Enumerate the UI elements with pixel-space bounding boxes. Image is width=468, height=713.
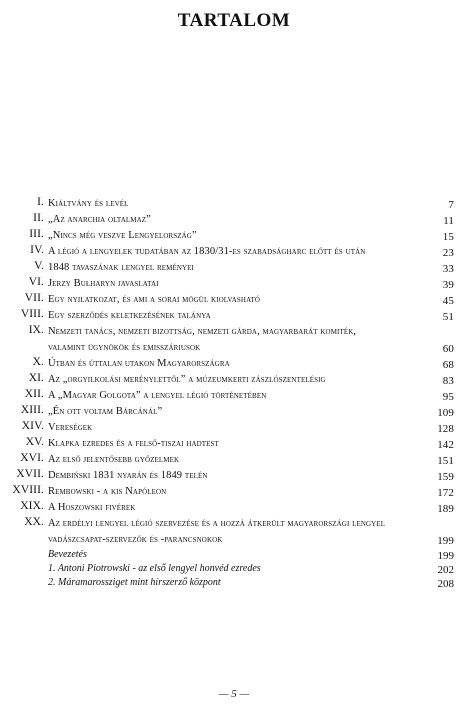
toc-entry[interactable] xyxy=(0,500,468,516)
chapter-number: II. xyxy=(33,212,44,224)
chapter-title: A „Magyar Golgota” a lengyel légió történetében xyxy=(48,390,267,401)
chapter-title: 1848 tavaszának lengyel reményei xyxy=(48,262,194,273)
chapter-number: XX. xyxy=(24,516,44,528)
page-reference: 45 xyxy=(442,295,454,307)
toc-entry[interactable] xyxy=(0,308,468,324)
page-reference: 128 xyxy=(437,423,454,435)
page-reference: 95 xyxy=(442,391,454,403)
chapter-number: XVIII. xyxy=(12,484,44,496)
chapter-title: Útban és úttalan utakon Magyarországra xyxy=(48,358,230,369)
chapter-number: VII. xyxy=(24,292,44,304)
toc-entry[interactable] xyxy=(0,228,468,244)
page-reference: 15 xyxy=(442,231,454,243)
toc-entry[interactable] xyxy=(0,516,468,548)
page-reference: 142 xyxy=(437,439,454,451)
page-reference: 199 xyxy=(437,550,454,562)
table-of-contents xyxy=(0,196,468,590)
chapter-title: Klapka ezredes és a felső-tiszai hadtest xyxy=(48,438,219,449)
toc-entry[interactable] xyxy=(0,388,468,404)
page-reference: 68 xyxy=(442,359,454,371)
page-reference: 11 xyxy=(443,215,454,227)
chapter-title: Rembowski - a kis Napóleon xyxy=(48,486,167,497)
toc-entry[interactable] xyxy=(0,468,468,484)
chapter-title: A Hoszowski fivérek xyxy=(48,502,136,513)
chapter-title: Egy szerződés keletkezésének talánya xyxy=(48,310,211,321)
page-reference: 151 xyxy=(437,455,454,467)
chapter-title: A légió a lengyelek tudatában az 1830/31-es szabadságharc előtt és után xyxy=(48,246,366,257)
chapter-title: Egy nyilatkozat, és ami a sorai mögül kiolvasható xyxy=(48,294,260,305)
page-reference: 60 xyxy=(442,343,454,355)
chapter-title: Jerzy Bułharyn javaslatai xyxy=(48,278,159,289)
page-reference: 51 xyxy=(442,311,454,323)
toc-entry[interactable] xyxy=(0,212,468,228)
page-reference: 199 xyxy=(437,535,454,547)
page-reference: 189 xyxy=(437,503,454,515)
toc-entry[interactable] xyxy=(0,484,468,500)
subentry-title: 2. Máramarossziget mint hírszerző központ xyxy=(48,577,221,588)
page-reference: 159 xyxy=(437,471,454,483)
chapter-number: VIII. xyxy=(20,308,44,320)
chapter-number: XII. xyxy=(24,388,44,400)
page-reference: 7 xyxy=(448,199,454,211)
chapter-number: XIII. xyxy=(20,404,44,416)
subentry-title: 1. Antoni Piotrowski - az első lengyel honvéd ezredes xyxy=(48,563,261,574)
chapter-number: X. xyxy=(32,356,44,368)
chapter-number: V. xyxy=(34,260,44,272)
toc-entry[interactable] xyxy=(0,244,468,260)
page-reference: 23 xyxy=(442,247,454,259)
page-reference: 202 xyxy=(437,564,454,576)
chapter-number: XVI. xyxy=(20,452,44,464)
chapter-title: Kiáltvány és levél xyxy=(48,198,129,209)
chapter-number: XI. xyxy=(28,372,44,384)
toc-subentry[interactable] xyxy=(0,576,468,590)
page-title: TARTALOM xyxy=(177,10,291,31)
page-reference: 172 xyxy=(437,487,454,499)
chapter-number: XIV. xyxy=(21,420,44,432)
chapter-title: „Nincs még veszve Lengyelország” xyxy=(48,230,197,241)
chapter-title: Nemzeti tanács, nemzeti bizottság, nemzeti gárda, magyarbarát komiték, valamint ügynökök és emisszáriusok xyxy=(48,326,357,353)
page-number: — 5 — xyxy=(218,688,250,700)
page-reference: 39 xyxy=(442,279,454,291)
chapter-title: Az „orgyilkolási merénylettől” a múzeumkerti zászlószentelésig xyxy=(48,374,326,385)
chapter-title: Az első jelentősebb győzelmek xyxy=(48,454,180,465)
toc-entry[interactable] xyxy=(0,452,468,468)
chapter-title: Dembiński 1831 nyarán és 1849 telén xyxy=(48,470,208,481)
toc-entry[interactable] xyxy=(0,276,468,292)
toc-subentry[interactable] xyxy=(0,562,468,576)
toc-entry[interactable] xyxy=(0,404,468,420)
toc-entry[interactable] xyxy=(0,436,468,452)
toc-entry[interactable] xyxy=(0,420,468,436)
chapter-number: IV. xyxy=(30,244,44,256)
toc-entry[interactable] xyxy=(0,324,468,356)
toc-entry[interactable] xyxy=(0,356,468,372)
chapter-number: III. xyxy=(29,228,44,240)
page-reference: 83 xyxy=(442,375,454,387)
chapter-title: Vereségek xyxy=(48,422,93,433)
toc-subentry[interactable] xyxy=(0,548,468,562)
chapter-number: XV. xyxy=(25,436,44,448)
chapter-number: IX. xyxy=(28,324,44,336)
toc-entry[interactable] xyxy=(0,292,468,308)
toc-entry[interactable] xyxy=(0,260,468,276)
chapter-title: „Én ott voltam Bárcánál” xyxy=(48,406,163,417)
chapter-number: VI. xyxy=(28,276,44,288)
page-reference: 109 xyxy=(437,407,454,419)
chapter-title: „Az anarchia oltalmaz” xyxy=(48,214,151,225)
toc-entry[interactable] xyxy=(0,196,468,212)
toc-entry[interactable] xyxy=(0,372,468,388)
chapter-number: XVII. xyxy=(16,468,44,480)
chapter-number: XIX. xyxy=(20,500,44,512)
chapter-title: Az erdélyi lengyel légió szervezése és a hozzá átkerült magyarországi lengyel vadászcsapat-szervezők és -parancsnokok xyxy=(48,518,386,545)
subentry-title: Bevezetés xyxy=(48,549,87,560)
chapter-number: I. xyxy=(37,196,44,208)
page-reference: 208 xyxy=(437,578,454,590)
page-reference: 33 xyxy=(442,263,454,275)
